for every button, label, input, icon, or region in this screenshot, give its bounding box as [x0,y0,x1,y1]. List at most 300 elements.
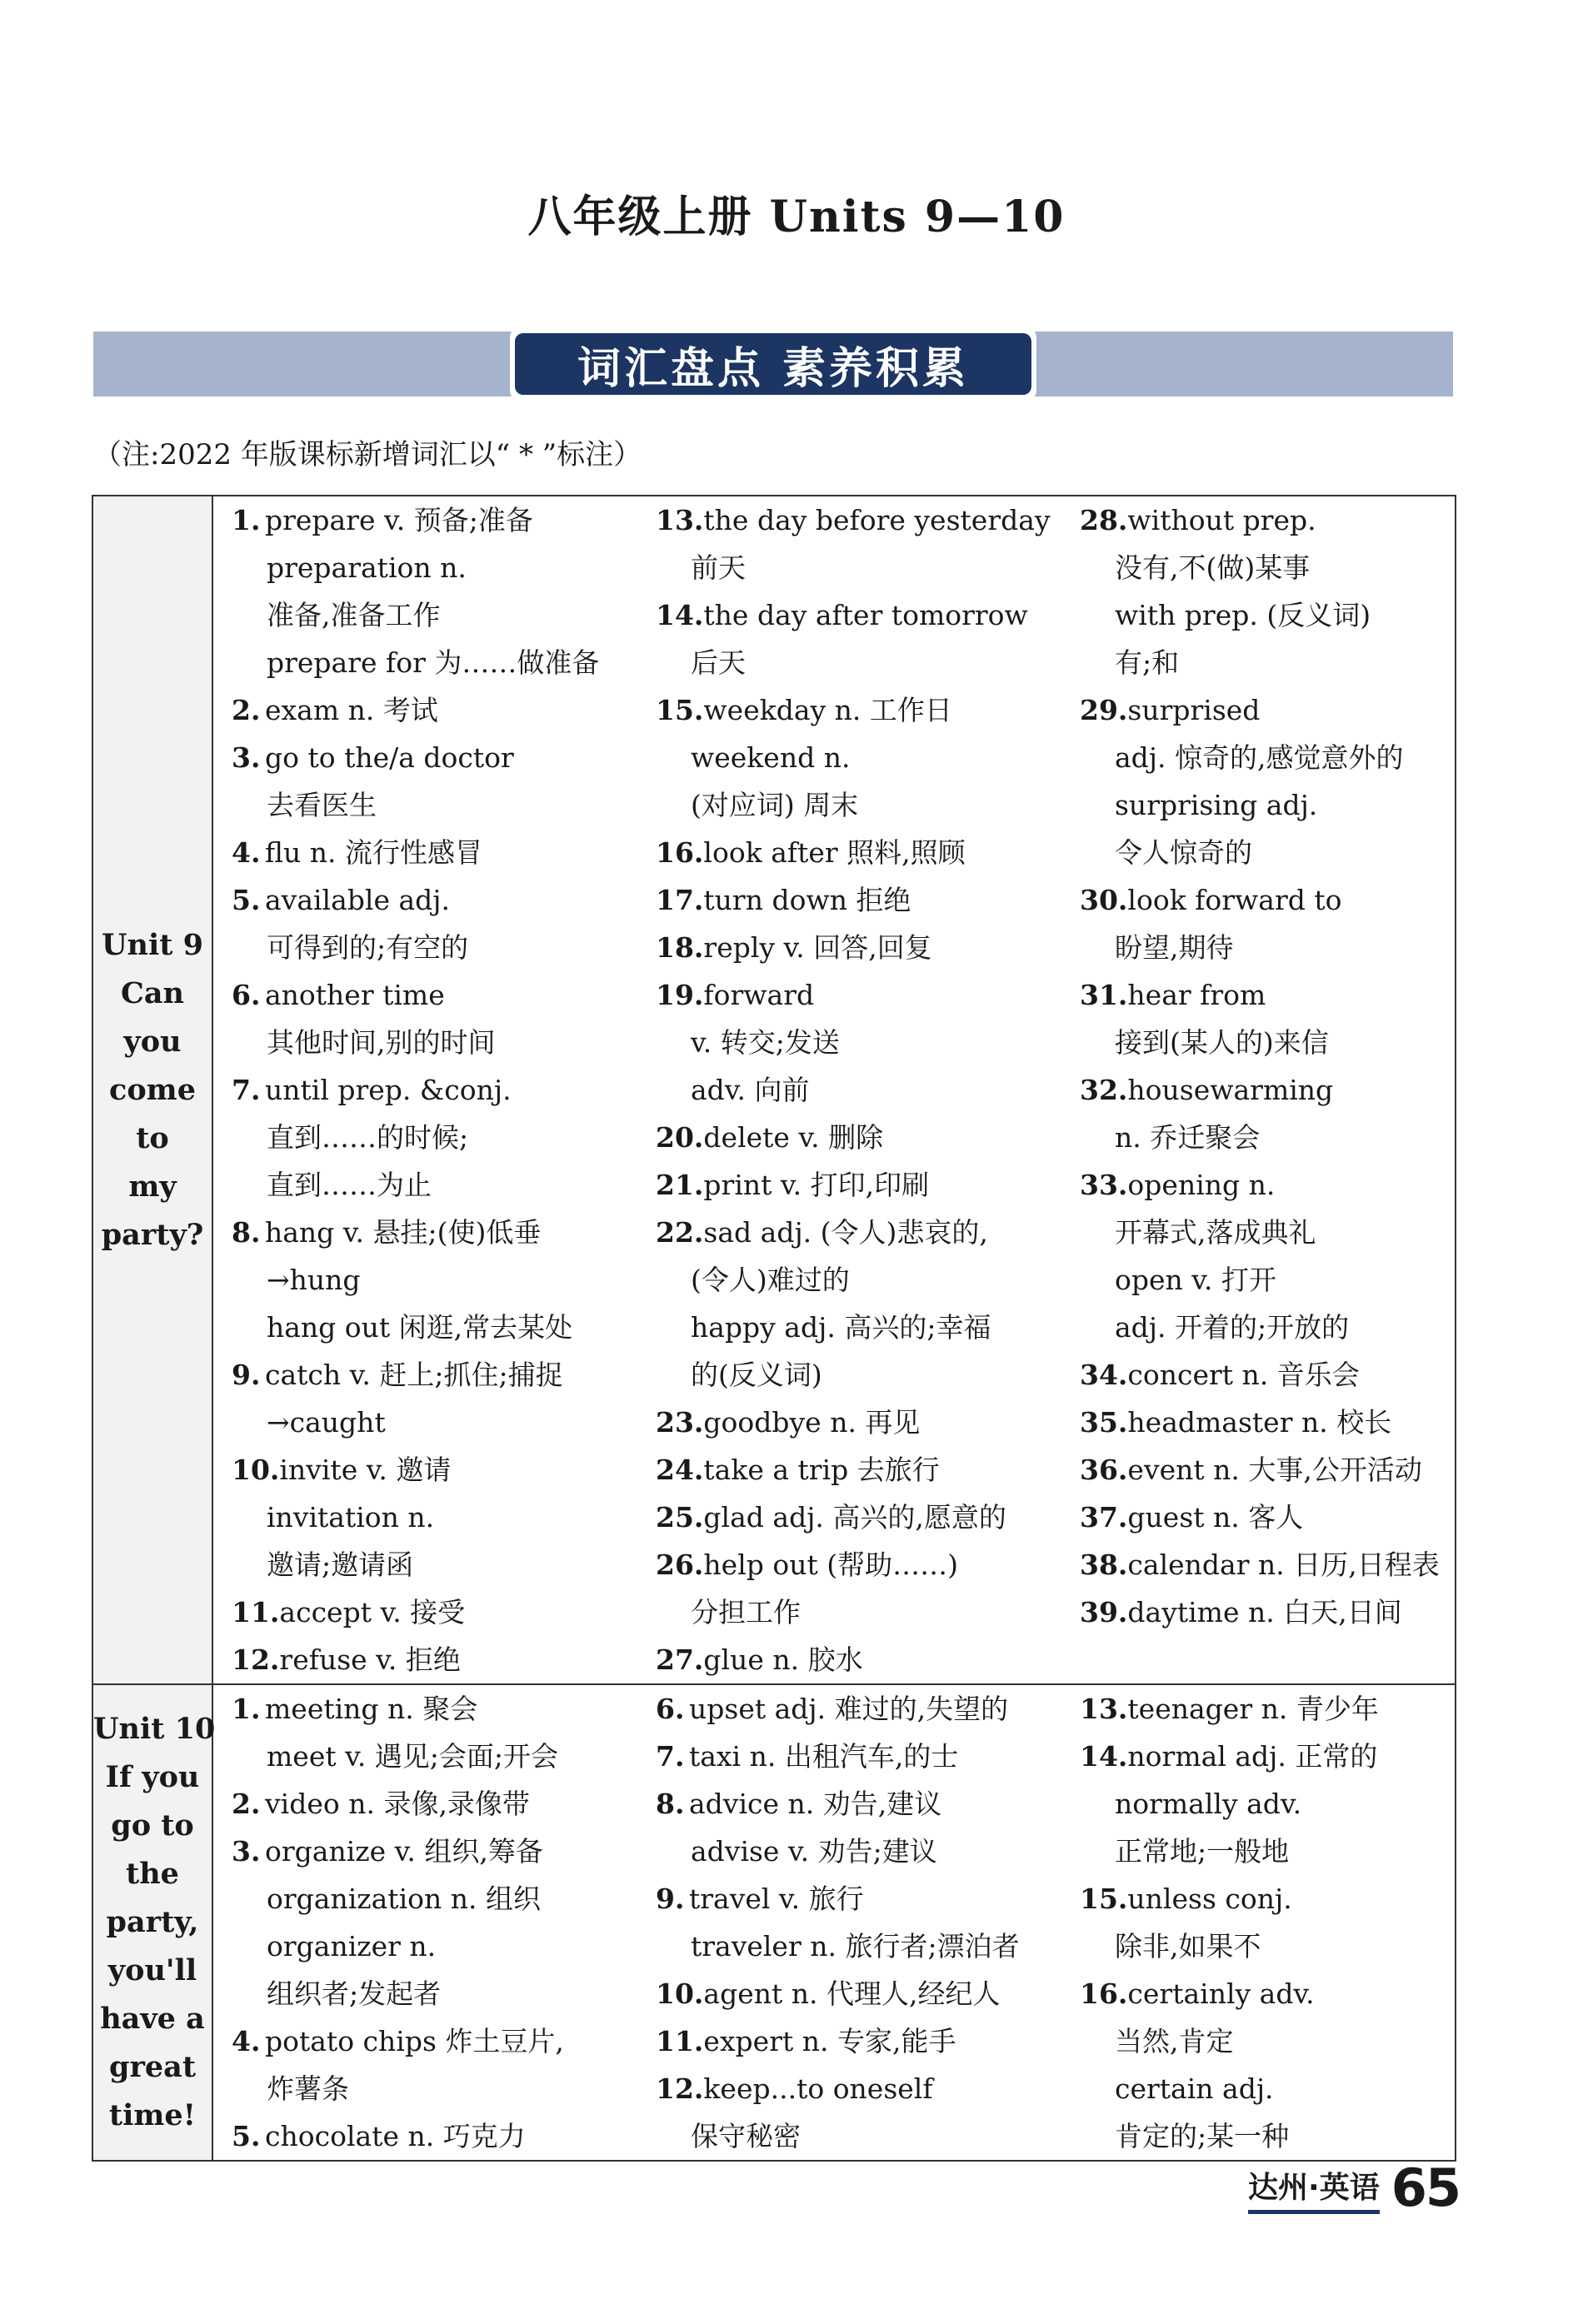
vocab-entry [232,1828,652,2017]
entry-number: 4. [232,836,261,869]
entry-line [1080,1733,1446,1780]
entry-line [1080,1541,1446,1588]
entry-line [656,829,1076,876]
vocab-entry [656,2017,1076,2065]
entry-line [656,496,1076,544]
entry-number: 35. [1080,1406,1128,1439]
entry-text: exam n. 考试 [265,694,438,726]
vocab-entry [1080,1161,1446,1351]
entry-text: 没有,不(做)某事 [1115,551,1311,584]
entry-line [656,1446,1076,1494]
entry-line [656,1780,1076,1828]
entry-text: reply v. 回答,回复 [703,931,932,964]
entry-text: look after 照料,照顾 [703,836,966,869]
unit-vocab [212,496,1456,1684]
entry-text: event n. 大事,公开活动 [1127,1454,1422,1486]
vocab-entry [656,971,1076,1114]
vocab-entry [1080,1446,1446,1494]
vocab-entry [232,1780,652,1828]
vocab-entry [1080,971,1446,1066]
entry-line [232,734,652,781]
vocab-entry [656,1114,1076,1161]
vocab-entry [232,2112,652,2160]
unit-row-10 [92,1684,1456,2161]
unit-label-line: my [128,1169,177,1204]
unit-label-line: come [109,1072,196,1107]
entry-text: available adj. [265,884,450,916]
publisher-label: 达州·英语 [1248,2164,1380,2214]
entry-line [656,1161,1076,1209]
entry-text: 盼望,期待 [1115,931,1234,964]
vocabulary-table [92,495,1456,2162]
entry-number: 21. [656,1169,704,1201]
entry-text: advise v. 劝告;建议 [691,1835,937,1868]
entry-text: guest n. 客人 [1127,1501,1304,1534]
vocab-entry [1080,1685,1446,1733]
entry-text: refuse v. 拒绝 [279,1643,461,1676]
entry-line [656,686,1076,734]
entry-line [232,829,652,876]
entry-text: 直到……为止 [267,1169,432,1201]
page-title: 八年级上册 Units 9—10 [527,192,1066,242]
vocab-entry [656,1161,1076,1209]
entry-text: 保守秘密 [691,2120,801,2152]
entry-text: →hung [267,1264,361,1296]
entry-text: turn down 拒绝 [703,884,911,916]
entry-number: 31. [1080,979,1128,1011]
entry-text: 分担工作 [691,1596,801,1628]
entry-number: 10. [232,1454,280,1486]
entry-line [656,2017,1076,2065]
entry-text: help out (帮助……) [703,1549,958,1581]
vocab-entry [1080,1066,1446,1161]
vocab-entry [232,734,652,829]
entry-text: hear from [1127,979,1266,1011]
entry-text: taxi n. 出租汽车,的士 [689,1740,959,1773]
note-text: （注:2022 年版课标新增词汇以“ * ”标注） [93,438,642,471]
vocab-entry [1080,1733,1446,1875]
unit-label-line: to [136,1120,169,1155]
vocab-entry [1080,496,1446,686]
entry-number: 18. [656,931,704,964]
entry-number: 23. [656,1406,704,1439]
vocab-columns [213,496,1455,1683]
vocab-entry [1080,1970,1446,2160]
entry-text: until prep. &conj. [265,1074,512,1106]
entry-text: adj. 开着的;开放的 [1115,1311,1350,1344]
entry-line [656,924,1076,971]
entry-text: video n. 录像,录像带 [265,1788,530,1820]
entry-number: 38. [1080,1549,1128,1581]
entry-number: 3. [232,1835,261,1868]
entry-text: 组织者;发起者 [267,1977,442,2010]
vocab-entry [656,591,1076,686]
entry-line [232,1685,652,1733]
entry-text: hang v. 悬挂;(使)低垂 [265,1216,542,1249]
entry-text: another time [265,979,445,1011]
entry-text: open v. 打开 [1115,1264,1276,1296]
entry-number: 11. [232,1596,280,1628]
entry-number: 30. [1080,884,1128,916]
entry-text: invite v. 邀请 [279,1454,452,1486]
entry-text: surprised [1127,694,1261,726]
entry-number: 22. [656,1216,704,1249]
unit-label-line: time! [108,2098,197,2132]
entry-text: glad adj. 高兴的,愿意的 [703,1501,1006,1534]
entry-number: 24. [656,1454,704,1486]
entry-number: 36. [1080,1454,1128,1486]
vocab-entry [232,1209,652,1351]
entry-line [232,971,652,1019]
vocab-entry [1080,1399,1446,1446]
entry-number: 7. [656,1740,685,1773]
entry-text: meet v. 遇见;会面;开会 [267,1740,559,1773]
entry-text: travel v. 旅行 [689,1883,864,1915]
vocab-entry [656,1875,1076,1970]
entry-line [232,1636,652,1683]
entry-number: 6. [232,979,261,1011]
vocab-entry [656,2065,1076,2160]
entry-text: 接到(某人的)来信 [1115,1026,1329,1059]
entry-number: 6. [656,1693,685,1725]
unit-label-line: Unit 10 [93,1712,216,1746]
entry-line [232,876,652,924]
entry-text: normal adj. 正常的 [1127,1740,1378,1773]
vocab-column [652,496,1076,1683]
section-heading: 词汇盘点 素养积累 [515,333,1031,395]
entry-number: 20. [656,1121,704,1154]
entry-line [656,591,1076,639]
unit-label-line: go to [111,1808,194,1843]
unit-label [92,496,212,1684]
unit-label-line: If you [105,1760,200,1794]
entry-text: →caught [267,1406,386,1439]
vocab-entry [656,1685,1076,1733]
entry-text: take a trip 去旅行 [703,1454,940,1486]
entry-number: 37. [1080,1501,1128,1534]
entry-line [1080,1446,1446,1494]
vocab-entry [232,1636,652,1683]
unit-label-line: Can [121,975,184,1010]
entry-number: 17. [656,884,704,916]
unit-label-line: party? [101,1217,204,1252]
entry-text: delete v. 删除 [703,1121,884,1154]
entry-number: 15. [1080,1883,1128,1915]
entry-line [1080,876,1446,924]
vocab-entry [656,1541,1076,1636]
entry-text: glue n. 胶水 [703,1643,863,1676]
entry-number: 12. [656,2072,704,2105]
entry-text: 令人惊奇的 [1115,836,1252,869]
entry-line [656,2065,1076,2112]
entry-text: n. 乔迁聚会 [1115,1121,1261,1154]
unit-label-line: party, [106,1905,199,1939]
entry-text: expert n. 专家,能手 [703,2025,956,2057]
entry-line [656,1494,1076,1541]
entry-line [232,1828,652,1875]
unit-label-line: you'll [107,1953,197,1987]
vocab-entry [656,1733,1076,1780]
entry-line [1080,1685,1446,1733]
entry-text: 准备,准备工作 [267,599,441,631]
entry-number: 9. [656,1883,685,1915]
entry-text: invitation n. [267,1501,435,1534]
vocab-entry [656,1209,1076,1399]
entry-line [656,1685,1076,1733]
entry-line [656,1541,1076,1588]
entry-text: organize v. 组织,筹备 [265,1835,543,1868]
entry-number: 27. [656,1643,704,1676]
vocab-entry [656,1446,1076,1494]
entry-text: with prep. (反义词) [1115,599,1371,631]
entry-text: certain adj. [1115,2072,1274,2105]
vocab-entry [1080,876,1446,971]
entry-number: 14. [656,599,704,631]
vocab-entry [656,829,1076,876]
entry-text: 有;和 [1115,646,1180,679]
entry-number: 1. [232,504,261,536]
entry-text: hang out 闲逛,常去某处 [267,1311,573,1344]
vocab-entry [232,829,652,876]
entry-line [656,1875,1076,1923]
vocab-entry [1080,1541,1446,1588]
vocab-entry [656,1399,1076,1446]
unit-vocab [212,1684,1456,2161]
vocab-entry [232,1588,652,1636]
entry-text: v. 转交;发送 [691,1026,840,1059]
entry-text: upset adj. 难过的,失望的 [689,1693,1009,1725]
entry-line [232,1588,652,1636]
entry-line [1080,1970,1446,2017]
entry-number: 8. [656,1788,685,1820]
entry-number: 25. [656,1501,704,1534]
entry-number: 12. [232,1643,280,1676]
vocab-column [1076,1685,1446,2160]
vocab-entry [232,971,652,1066]
entry-line [656,1636,1076,1683]
vocab-entry [232,876,652,971]
entry-text: teenager n. 青少年 [1127,1693,1379,1725]
entry-number: 14. [1080,1740,1128,1773]
vocab-entry [656,1780,1076,1875]
entry-text: flu n. 流行性感冒 [265,836,482,869]
entry-line [1080,1875,1446,1923]
entry-line [232,686,652,734]
entry-number: 16. [1080,1977,1128,2010]
entry-line [232,2112,652,2160]
entry-text: print v. 打印,印刷 [703,1169,930,1201]
vocab-column [1076,496,1446,1683]
entry-text: sad adj. (令人)悲哀的, [703,1216,988,1249]
entry-text: without prep. [1127,504,1316,536]
entry-number: 33. [1080,1169,1128,1201]
entry-text: (令人)难过的 [691,1264,850,1296]
vocab-entry [1080,686,1446,876]
unit-label-line: great [108,2050,197,2084]
unit-label [92,1684,216,2161]
entry-line [656,1733,1076,1780]
entry-text: 开幕式,落成典礼 [1115,1216,1316,1249]
entry-number: 26. [656,1549,704,1581]
entry-text: meeting n. 聚会 [265,1693,478,1725]
unit-label-line: have a [100,2002,205,2036]
entry-text: accept v. 接受 [279,1596,466,1628]
vocab-entry [656,1636,1076,1683]
entry-text: look forward to [1127,884,1342,916]
entry-text: the day after tomorrow [703,599,1028,631]
entry-line [232,2017,652,2065]
entry-text: traveler n. 旅行者;漂泊者 [691,1930,1020,1962]
entry-text: adj. 惊奇的,感觉意外的 [1115,741,1404,774]
entry-text: calendar n. 日历,日程表 [1127,1549,1440,1581]
entry-text: keep...to oneself [703,2072,933,2105]
vocab-entry [1080,1494,1446,1541]
entry-text: 后天 [691,646,746,679]
entry-number: 13. [656,504,704,536]
entry-number: 2. [232,694,261,726]
entry-number: 19. [656,979,704,1011]
entry-text: forward [703,979,815,1011]
entry-text: go to the/a doctor [265,741,514,774]
entry-text: (对应词) 周末 [691,789,859,821]
entry-number: 29. [1080,694,1128,726]
entry-text: 肯定的;某一种 [1115,2120,1290,2152]
vocab-entry [232,1446,652,1588]
vocab-column [213,496,652,1683]
entry-number: 4. [232,2025,261,2057]
vocab-entry [1080,1588,1446,1636]
entry-number: 3. [232,741,261,774]
entry-line [1080,1066,1446,1114]
vocab-entry [1080,1351,1446,1399]
entry-text: 除非,如果不 [1115,1930,1261,1962]
unit-row-9 [92,496,1456,1684]
entry-text: 邀请;邀请函 [267,1549,414,1581]
entry-number: 1. [232,1693,261,1725]
page-footer [1248,2157,1460,2218]
entry-number: 9. [232,1359,261,1391]
entry-line [656,876,1076,924]
entry-number: 16. [656,836,704,869]
vocab-entry [656,1970,1076,2017]
entry-number: 28. [1080,504,1128,536]
entry-line [1080,1588,1446,1636]
vocab-entry [656,1494,1076,1541]
entry-text: 的(反义词) [691,1359,822,1391]
entry-number: 10. [656,1977,704,2010]
entry-line [232,1780,652,1828]
entry-line [656,1114,1076,1161]
entry-line [1080,496,1446,544]
entry-text: concert n. 音乐会 [1127,1359,1360,1391]
entry-text: catch v. 赶上;抓住;捕捉 [265,1359,563,1391]
entry-number: 15. [656,694,704,726]
vocab-entry [656,496,1076,591]
entry-number: 39. [1080,1596,1128,1628]
vocab-entry [232,1066,652,1209]
entry-text: 直到……的时候; [267,1121,469,1154]
entry-text: goodbye n. 再见 [703,1406,921,1439]
entry-line [232,1066,652,1114]
entry-line [232,1351,652,1399]
entry-text: the day before yesterday [703,504,1051,536]
entry-text: daytime n. 白天,日间 [1127,1596,1402,1628]
entry-text: normally adv. [1115,1788,1302,1820]
entry-text: 其他时间,别的时间 [267,1026,496,1059]
vocab-entry [232,2017,652,2112]
page-number: 65 [1391,2157,1460,2218]
entry-text: happy adj. 高兴的;幸福 [691,1311,991,1344]
entry-text: potato chips 炸土豆片, [265,2025,564,2057]
entry-text: weekend n. [691,741,851,774]
unit-label-line: you [123,1024,182,1059]
entry-text: 可得到的;有空的 [267,931,469,964]
entry-text: chocolate n. 巧克力 [265,2120,526,2152]
entry-text: 前天 [691,551,746,584]
vocab-entry [232,1351,652,1446]
entry-text: certainly adv. [1127,1977,1315,2010]
entry-text: housewarming [1127,1074,1334,1106]
entry-number: 5. [232,884,261,916]
entry-number: 7. [232,1074,261,1106]
entry-text: organizer n. [267,1930,437,1962]
entry-line [1080,1161,1446,1209]
entry-text: prepare for 为……做准备 [267,646,600,679]
entry-line [232,1209,652,1256]
unit-label-line: the [126,1857,179,1891]
unit-label-line: Unit 9 [102,927,203,962]
entry-number: 32. [1080,1074,1128,1106]
entry-line [1080,971,1446,1019]
vocab-entry [232,686,652,734]
entry-line [656,1399,1076,1446]
entry-line [1080,1494,1446,1541]
entry-text: adv. 向前 [691,1074,810,1106]
entry-text: unless conj. [1127,1883,1292,1915]
vocab-column [652,1685,1076,2160]
entry-text: 当然,肯定 [1115,2025,1234,2057]
entry-text: preparation n. [267,551,467,584]
entry-number: 11. [656,2025,704,2057]
vocab-column [213,1685,652,2160]
vocab-columns [213,1685,1455,2160]
entry-text: weekday n. 工作日 [703,694,952,726]
vocab-entry [232,496,652,686]
vocab-entry [656,876,1076,924]
entry-line [656,971,1076,1019]
entry-text: organization n. 组织 [267,1883,541,1915]
vocab-entry [656,686,1076,829]
entry-text: agent n. 代理人,经纪人 [703,1977,1001,2010]
entry-number: 2. [232,1788,261,1820]
entry-line [232,1446,652,1494]
entry-line [1080,1399,1446,1446]
entry-text: 正常地;一般地 [1115,1835,1290,1868]
entry-number: 8. [232,1216,261,1249]
entry-text: 炸薯条 [267,2072,349,2105]
vocab-entry [232,1685,652,1780]
entry-line [1080,1351,1446,1399]
entry-text: advice n. 劝告,建议 [689,1788,942,1820]
vocab-entry [1080,1875,1446,1970]
entry-number: 5. [232,2120,261,2152]
vocab-entry [656,924,1076,971]
entry-line [232,496,652,544]
entry-number: 34. [1080,1359,1128,1391]
entry-text: opening n. [1127,1169,1276,1201]
entry-text: prepare v. 预备;准备 [265,504,533,536]
entry-line [1080,686,1446,734]
